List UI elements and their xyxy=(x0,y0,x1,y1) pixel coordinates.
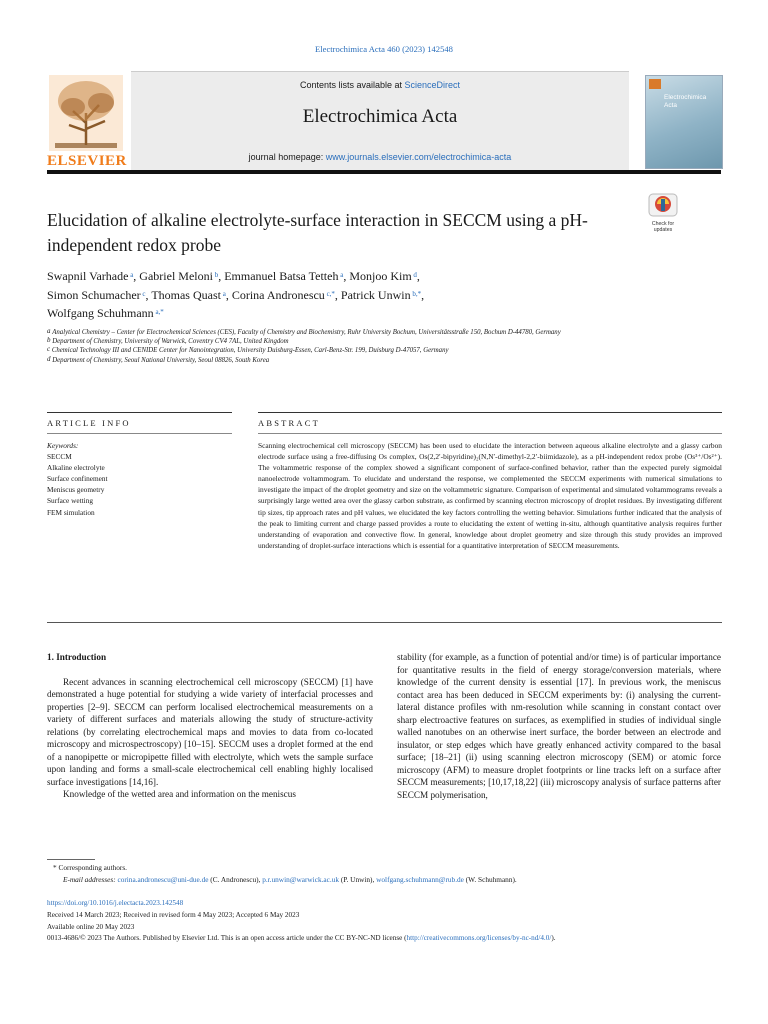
article-title: Elucidation of alkaline electrolyte-surface interaction in SECCM using a pH-independent redox probe xyxy=(47,210,588,255)
affiliation-item xyxy=(47,328,635,337)
article-info-underline xyxy=(47,433,232,434)
keywords-list xyxy=(47,451,227,518)
check-for-updates-label: Check for updates xyxy=(651,221,675,233)
author-affiliation-marker[interactable]: a,* xyxy=(153,308,164,316)
article-metadata xyxy=(47,898,721,945)
received-dates: Received 14 March 2023; Received in revised form 4 May 2023; Accepted 6 May 2023 xyxy=(47,910,300,919)
author-affiliation-marker[interactable]: d xyxy=(411,271,417,279)
author-name[interactable]: Patrick Unwin xyxy=(340,287,411,302)
elsevier-logo[interactable] xyxy=(47,75,127,171)
abstract-rule xyxy=(258,412,722,413)
corresponding-label: Corresponding authors. xyxy=(58,863,127,872)
affiliation-marker: d xyxy=(47,354,53,363)
author-affiliation-marker[interactable]: a xyxy=(338,271,344,279)
crossmark-icon xyxy=(648,193,678,217)
affiliation-marker: a xyxy=(47,327,53,335)
journal-cover-thumbnail[interactable] xyxy=(645,75,723,169)
email-owner: (W. Schuhmann). xyxy=(463,875,517,884)
author-name[interactable]: Monjoo Kim xyxy=(349,269,412,283)
keywords-block xyxy=(47,440,227,518)
asterisk: * xyxy=(53,863,59,872)
author-list xyxy=(47,267,607,323)
license-suffix: ). xyxy=(551,934,556,943)
keyword-item[interactable]: Meniscus geometry xyxy=(47,485,105,495)
cover-title: Electrochimica Acta xyxy=(664,94,707,109)
author-separator: , xyxy=(421,287,425,302)
author-separator: , xyxy=(343,269,350,283)
affiliation-marker: b xyxy=(47,336,53,345)
author-name[interactable]: Wolfgang Schuhmann xyxy=(47,306,154,320)
article-info-heading: ARTICLE INFO xyxy=(47,418,131,428)
affiliation-item xyxy=(47,356,635,365)
abstract-underline xyxy=(258,433,722,434)
author-affiliation-marker[interactable]: c,* xyxy=(324,289,335,298)
author-affiliation-marker[interactable]: b xyxy=(212,271,219,279)
journal-banner xyxy=(131,71,629,170)
section-heading-introduction: 1. Introduction xyxy=(47,652,107,662)
masthead-rule xyxy=(47,170,721,174)
keywords-label: Keywords: xyxy=(47,441,79,450)
abstract-heading: ABSTRACT xyxy=(258,418,320,428)
keyword-item[interactable]: Surface confinement xyxy=(47,474,108,484)
email-link[interactable]: corina.andronescu@uni-due.de xyxy=(117,875,209,884)
contents-prefix: Contents lists available at xyxy=(299,80,405,90)
author-name[interactable]: Gabriel Meloni xyxy=(139,269,213,283)
author-separator: , xyxy=(334,287,341,302)
corresponding-note xyxy=(47,862,721,874)
author-separator: , xyxy=(416,269,420,283)
running-head[interactable]: Electrochimica Acta 460 (2023) 142548 xyxy=(315,44,453,54)
homepage-prefix: journal homepage: xyxy=(248,152,326,162)
email-label: E-mail addresses: xyxy=(63,875,118,884)
email-link[interactable]: p.r.unwin@warwick.ac.uk xyxy=(262,875,340,884)
author-separator: , xyxy=(218,269,225,283)
author-separator: , xyxy=(145,287,152,302)
body-paragraph: stability (for example, as a function of potential and/or time) is of particular importance for quantitative results in the field of energy storage/conversion materials, where knowledge of the current density is essential [17]. In previous work, the meniscus contact area has been deduced in SECCM experiments by: (i) analysing the current-lateral distance profiles with nm-resolution while scanning in constant contact over sharp electroactive features on surfaces, as exemplified in studies of individual single walled nanotubes on an otherwise inert surface, the border between an electrode and insulator, or step edges which have greatly enhanced activity compared to the basal surface; [18–21] (ii) using scanning electron microscopy (SEM) or atomic force microscopy (AFM) to measure droplet footprints or line tracks left on a surface after SECCM measurements; [10,17,18,22] (iii) microscopy analysis of surface patterns after SECCM polymerisation, xyxy=(397,652,721,801)
author-separator: , xyxy=(225,287,232,302)
check-for-updates-badge[interactable] xyxy=(648,193,678,233)
abstract-text: Scanning electrochemical cell microscopy (SECCM) has been used to elucidate the interaction between aqueous alkaline electrolyte and a glassy carbon electrode surface using a free-diffusing Os complex, Os(2,2′-bipyridine)₂(N,N′-dimethyl-2,2′-biimidazole), as a pH-independent redox probe (Os³⁺/Os²⁺). The voltammetric response of the complex showed a significant component of surface-confined behavior, rather than the expected purely sigmoidal nanoelectrode voltammogram. To elucidate and understand the response, we complemented the SECCM experiments with numerical simulations to investigate the impact of the droplet geometry and size on the voltammetric signature. Comparison of experimental and simulated voltammograms reveals a surprisingly large wetted area over the glassy carbon substrate, as confirmed by scanning electron microscopy of droplet residues. By investigating different tip sizes, tip approach rates and pH values, we elucidated the key factors controlling the wetting behavior. Simulations further indicated that the analysis of the peak to limiting current and charge passed provides a route to elucidating the extent of wetting in-situ, although quantitative analysis requires further understanding of evaporation and convective flow. In general, knowledge about droplet geometry and size through this study provides an improved understanding of droplet-surface interactions which is essential for a quantitative interpretation of SECCM measurements. xyxy=(258,441,722,550)
affiliation-marker: c xyxy=(47,345,52,354)
affiliation-text: Department of Chemistry, Seoul National University, Seoul 08826, South Korea xyxy=(52,356,270,364)
license-prefix: 0013-4686/© 2023 The Authors. Published by Elsevier Ltd. This is an open access article under the CC BY-NC-ND license ( xyxy=(47,934,407,943)
left-paragraphs xyxy=(47,676,373,801)
keyword-item[interactable]: FEM simulation xyxy=(47,507,95,517)
journal-masthead xyxy=(47,71,721,171)
body-paragraph: Recent advances in scanning electrochemical cell microscopy (SECCM) [1] have demonstrated a huge potential for studying a wide variety of interfacial processes and properties [2–9]. SECCM can perform localised electrochemical measurements on a variety of different surfaces and materials allowing the study of structure-activity relations (by correlating electrochemical maps and movies to data from co-located microscopy and microspectroscopy) [10–15]. SECCM uses a droplet formed at the end of a nanopipette or micropipette filled with electrolyte, which wets the sample surface upon landing and forms a small-scale electrochemical cell enabling highly localised surface investigations [14,16]. xyxy=(47,676,373,787)
keyword-item[interactable]: Alkaline electrolyte xyxy=(47,463,105,473)
journal-title[interactable]: Electrochimica Acta xyxy=(302,106,458,127)
contents-line xyxy=(131,80,629,90)
footnotes xyxy=(47,862,721,886)
email-owner: (C. Andronescu), xyxy=(208,875,263,884)
affiliation-text: Chemical Technology III and CENIDE Center for Nanointegration, University Duisburg-Essen, Carl-Benz-Str. 199, Duisburg D-47057, Germany xyxy=(51,347,449,355)
email-link[interactable]: wolfgang.schuhmann@rub.de xyxy=(376,875,464,884)
cover-logo-icon xyxy=(649,79,661,89)
available-online: Available online 20 May 2023 xyxy=(47,922,135,931)
email-owner: (P. Unwin), xyxy=(339,875,377,884)
license-link[interactable]: http://creativecommons.org/licenses/by-nc-nd/4.0/ xyxy=(406,934,552,943)
sciencedirect-link[interactable]: ScienceDirect xyxy=(404,80,461,90)
author-name[interactable]: Corina Andronescu xyxy=(231,287,325,302)
keyword-item[interactable]: SECCM xyxy=(47,452,72,462)
author-name[interactable]: Thomas Quast xyxy=(151,287,221,302)
email-addresses xyxy=(47,874,721,886)
affiliation-text: Analytical Chemistry – Center for Electrochemical Sciences (CES), Faculty of Chemistry and Biochemistry, Ruhr University Bochum, Universitätsstraße 150, Bochum D-44780, Germany xyxy=(52,329,561,336)
affiliation-item xyxy=(47,337,635,346)
affiliation-text: Department of Chemistry, University of Warwick, Coventry CV4 7AL, United Kingdom xyxy=(52,338,289,346)
body-top-rule xyxy=(47,622,722,623)
author-affiliation-marker[interactable]: a xyxy=(220,289,226,298)
author-name[interactable]: Emmanuel Batsa Tetteh xyxy=(224,269,339,283)
elsevier-tree-icon xyxy=(49,75,123,151)
article-info-rule xyxy=(47,412,232,413)
author-name[interactable]: Simon Schumacher xyxy=(47,287,141,302)
body-column-right xyxy=(397,651,721,802)
author-affiliation-marker[interactable]: b,* xyxy=(410,289,422,298)
author-name[interactable]: Swapnil Varhade xyxy=(47,269,129,283)
license-text xyxy=(47,933,721,945)
author-affiliation-marker[interactable]: c xyxy=(140,289,146,298)
elsevier-wordmark: ELSEVIER xyxy=(47,153,127,169)
right-paragraphs xyxy=(397,651,721,802)
footnote-rule xyxy=(47,859,95,860)
body-column-left xyxy=(47,651,373,801)
doi-link[interactable]: https://doi.org/10.1016/j.electacta.2023.142548 xyxy=(47,899,184,907)
affiliation-item xyxy=(47,346,635,355)
author-affiliation-marker[interactable]: a xyxy=(128,271,134,279)
affiliation-list xyxy=(47,328,635,365)
homepage-link[interactable]: www.journals.elsevier.com/electrochimica-acta xyxy=(325,152,512,162)
author-separator: , xyxy=(133,269,140,283)
body-paragraph: Knowledge of the wetted area and information on the meniscus xyxy=(63,789,296,800)
homepage-line xyxy=(131,152,629,162)
keyword-item[interactable]: Surface wetting xyxy=(47,496,93,506)
